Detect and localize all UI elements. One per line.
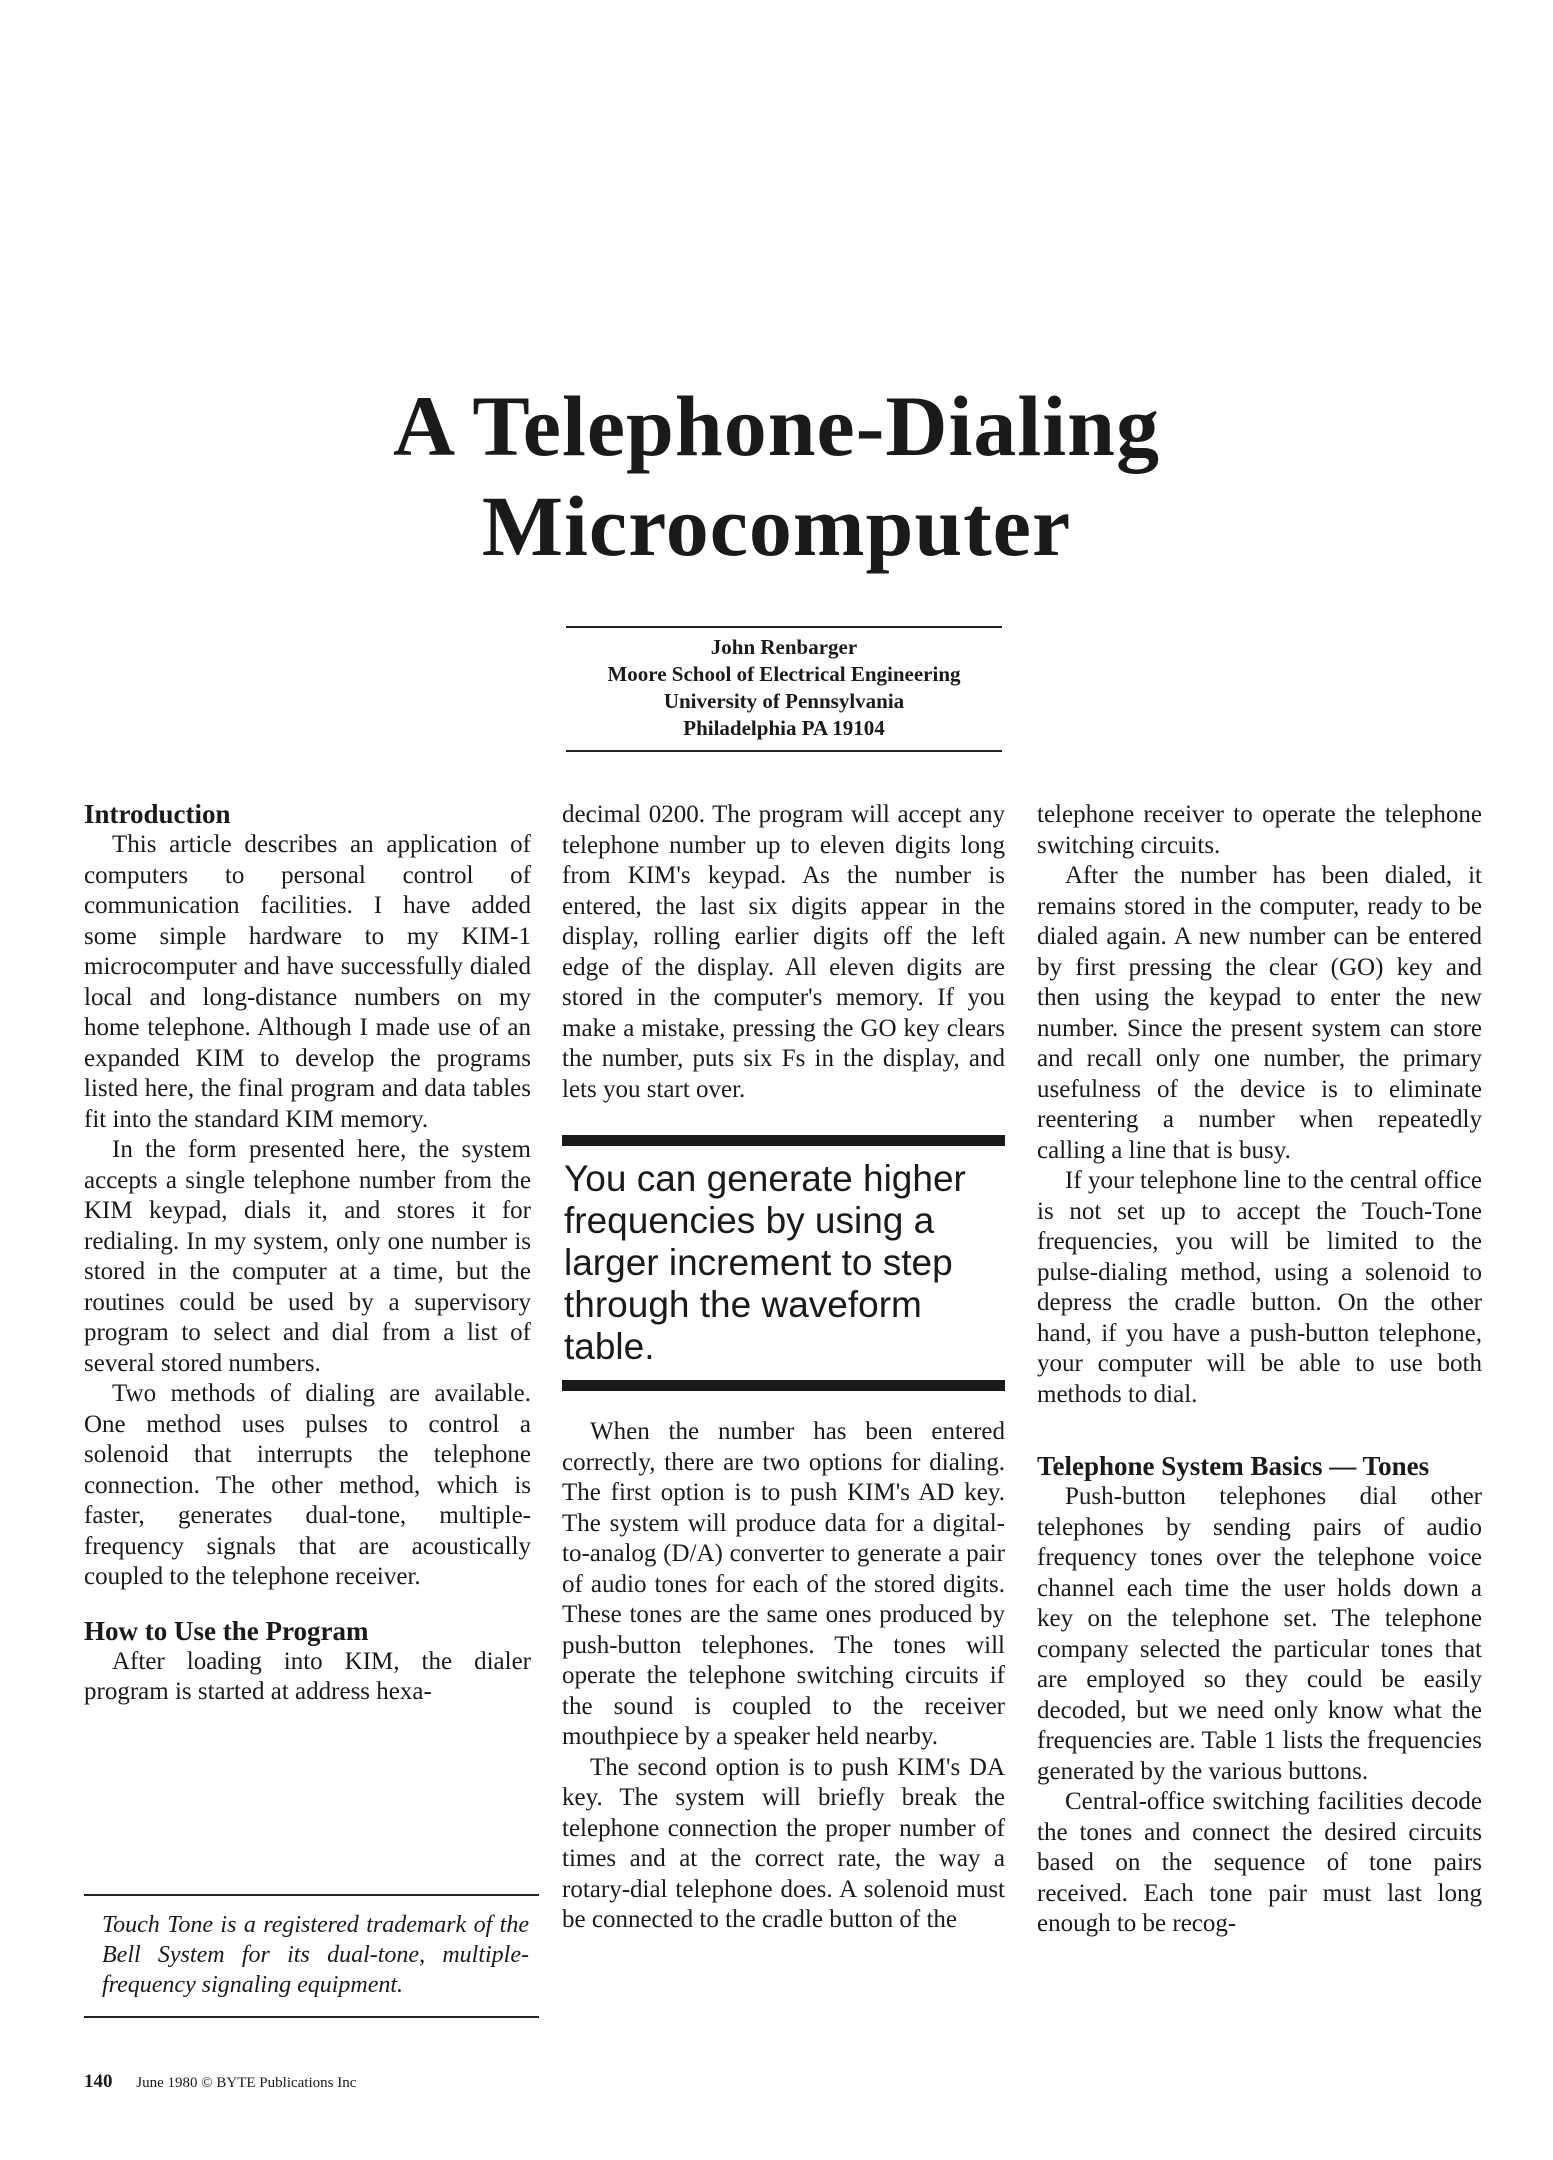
- paragraph: telephone receiver to operate the telephone switching circuits.: [1037, 801, 1482, 859]
- trademark-note: Touch Tone is a registered trademark of the Bell System for its dual-tone, multiple-frequency signaling equipment.: [84, 1894, 539, 2018]
- footer-credit: June 1980 © BYTE Publications Inc: [136, 2075, 357, 2091]
- column-1: [84, 798, 531, 1708]
- paragraph: Central-office switching facilities decode the tones and connect the desired circuits based on the sequence of tone pairs received. Each tone pair must last long enough to be recog-: [1037, 1788, 1482, 1937]
- section-heading-introduction: Introduction: [84, 799, 231, 829]
- paragraph: Push-button telephones dial other telephones by sending pairs of audio frequency tones over the telephone voice channel each time the user holds down a key on the telephone set. The telephone company selected the particular tones that are employed so they could be easily decoded, but we need only know what the frequencies are. Table 1 lists the frequencies generated by the various buttons.: [1037, 1483, 1482, 1785]
- paragraph: decimal 0200. The program will accept any telephone number up to eleven digits long from KIM's keypad. As the number is entered, the last six digits appear in the display, rolling earlier digits off the left edge of the display. All eleven digits are stored in the computer's memory. If you make a mistake, pressing the GO key clears the number, puts six Fs in the display, and lets you start over.: [562, 801, 1005, 1103]
- paragraph: When the number has been entered correctly, there are two options for dialing. The first option is to push KIM's AD key. The system will produce data for a digital-to-analog (D/A) converter to generate a pair of audio tones for each of the stored digits. These tones are the same ones produced by push-button telephones. The tones will operate the telephone switching circuits if the sound is coupled to the receiver mouthpiece by a speaker held nearby.: [562, 1418, 1005, 1750]
- paragraph: In the form presented here, the system accepts a single telephone number from the KIM keypad, dials it, and stores it for redialing. In my system, only one number is stored in the computer at a time, but the routines could be used by a supervisory program to select and dial from a list of several stored numbers.: [84, 1136, 531, 1377]
- author-university: University of Pennsylvania: [663, 689, 905, 713]
- page-footer: [84, 2072, 356, 2093]
- pull-quote: You can generate higher frequencies by using a larger increment to step through the waveform table.: [562, 1135, 1005, 1391]
- title-line-1: A Telephone-Dialing: [393, 378, 1160, 474]
- author-block: [566, 626, 1002, 752]
- paragraph: After the number has been dialed, it remains stored in the computer, ready to be dialed again. A new number can be entered by first pressing the clear (GO) key and then using the keypad to enter the new number. Since the present system can store and recall only one number, the primary usefulness of the device is to eliminate reentering a number when repeatedly calling a line that is busy.: [1037, 862, 1482, 1164]
- title-line-2: Microcomputer: [481, 478, 1072, 574]
- article-title: [0, 376, 1553, 576]
- column-2: [562, 800, 1005, 1936]
- column-3: [1037, 800, 1482, 1940]
- page-number: 140: [84, 2071, 113, 2092]
- paragraph: The second option is to push KIM's DA key. The system will briefly break the telephone connection the proper number of times and at the correct rate, the way a rotary-dial telephone does. A solenoid must be connected to the cradle button of the: [562, 1753, 1005, 1933]
- section-heading-tones: Telephone System Basics — Tones: [1037, 1451, 1430, 1481]
- author-affiliation: Moore School of Electrical Engineering: [607, 662, 961, 686]
- paragraph: After loading into KIM, the dialer program is started at address hexa-: [84, 1647, 531, 1705]
- paragraph: Two methods of dialing are available. One method uses pulses to control a solenoid that interrupts the telephone connection. The other method, which is faster, generates dual-tone, multiple-frequency signals that are acoustically coupled to the telephone receiver.: [84, 1380, 531, 1590]
- author-address: Philadelphia PA 19104: [683, 716, 885, 740]
- paragraph: If your telephone line to the central office is not set up to accept the Touch-Tone frequencies, you will be limited to the pulse-dialing method, using a solenoid to depress the cradle button. On the other hand, if you have a push-button telephone, your computer will be able to use both methods to dial.: [1037, 1167, 1482, 1408]
- paragraph: This article describes an application of computers to personal control of communication facilities. I have added some simple hardware to my KIM-1 microcomputer and have successfully dialed local and long-distance numbers on my home telephone. Although I made use of an expanded KIM to develop the programs listed here, the final program and data tables fit into the standard KIM memory.: [84, 831, 531, 1133]
- section-heading-how-to-use: How to Use the Program: [84, 1615, 369, 1646]
- author-name: John Renbarger: [710, 635, 858, 659]
